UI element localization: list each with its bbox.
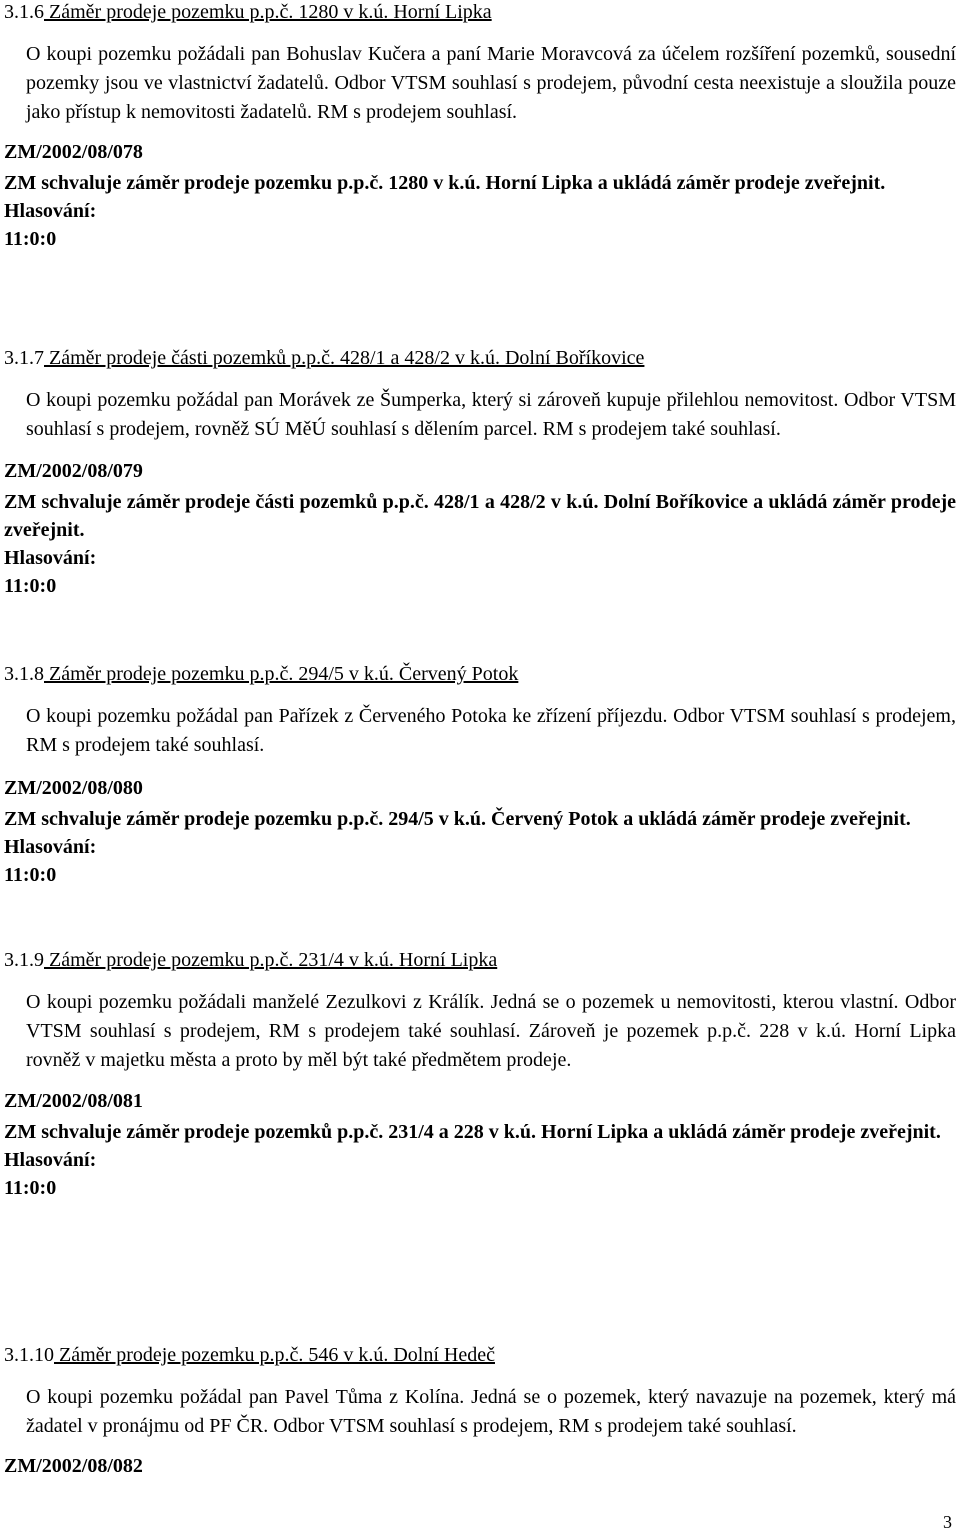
resolution-id: ZM/2002/08/080 [4,777,143,799]
resolution-block [4,1087,956,1202]
section-title: Záměr prodeje pozemku p.p.č. 546 v k.ú. Dolní Hedeč [54,1344,495,1366]
section-heading [4,0,956,24]
section-body: O koupi pozemku požádal pan Pavel Tůma z Kolína. Jedná se o pozemek, který navazuje na pozemek, který má žadatel v pronájmu od PF ČR. Odbor VTSM souhlasí s prodejem, RM s prodejem také souhlasí. [26,1386,956,1437]
vote-result: 11:0:0 [4,1177,57,1199]
vote-label: Hlasování: [4,1149,97,1171]
vote-result: 11:0:0 [4,228,57,250]
page-number: 3 [943,1512,952,1532]
section-3-1-7 [4,346,956,600]
resolution-block [4,774,956,889]
resolution-text: ZM schvaluje záměr prodeje pozemku p.p.č. 1280 v k.ú. Horní Lipka a ukládá záměr prodeje zveřejnit. [4,172,886,194]
section-number: 3.1.10 [4,1344,54,1366]
resolution-block [4,138,956,253]
resolution-text: ZM schvaluje záměr prodeje pozemků p.p.č. 231/4 a 228 v k.ú. Horní Lipka a ukládá záměr prodeje zveřejnit. [4,1121,941,1143]
vote-result: 11:0:0 [4,864,57,886]
resolution-text: ZM schvaluje záměr prodeje části pozemků p.p.č. 428/1 a 428/2 v k.ú. Dolní Boříkovice a ukládá záměr prodeje zveřejnit. [4,491,956,541]
section-body: O koupi pozemku požádal pan Pařízek z Červeného Potoka ke zřízení příjezdu. Odbor VTSM souhlasí s prodejem, RM s prodejem také souhlasí. [26,705,956,756]
resolution-id: ZM/2002/08/078 [4,141,143,163]
resolution-id: ZM/2002/08/082 [4,1455,143,1477]
section-body: O koupi pozemku požádali manželé Zezulkovi z Králík. Jedná se o pozemek u nemovitosti, kterou vlastní. Odbor VTSM souhlasí s prodejem, RM s prodejem také souhlasí. Zároveň je pozemek p.p.č. 228 v k.ú. Horní Lipka rovněž v majetku města a proto by měl být také předmětem prodeje. [26,991,956,1071]
section-body: O koupi pozemku požádali pan Bohuslav Kučera a paní Marie Moravcová za účelem rozšíření pozemků, sousední pozemky jsou ve vlastnictví žadatelů. Odbor VTSM souhlasí s prodejem, původní cesta neexistuje a sloužila pouze jako přístup k nemovitosti žadatelů. RM s prodejem souhlasí. [26,43,956,123]
section-heading [4,662,956,686]
section-heading [4,948,956,972]
section-number: 3.1.6 [4,1,44,23]
section-title: Záměr prodeje pozemku p.p.č. 294/5 v k.ú. Červený Potok [44,663,519,685]
resolution-block [4,457,956,600]
section-number: 3.1.8 [4,663,44,685]
section-title: Záměr prodeje části pozemků p.p.č. 428/1 a 428/2 v k.ú. Dolní Boříkovice [44,347,645,369]
resolution-text: ZM schvaluje záměr prodeje pozemku p.p.č. 294/5 v k.ú. Červený Potok a ukládá záměr prodeje zveřejnit. [4,808,911,830]
resolution-id: ZM/2002/08/081 [4,1090,143,1112]
section-3-1-9 [4,948,956,1202]
section-heading [4,1343,956,1367]
vote-label: Hlasování: [4,200,97,222]
resolution-block [4,1452,956,1480]
section-number: 3.1.9 [4,949,44,971]
vote-result: 11:0:0 [4,575,57,597]
section-heading [4,346,956,370]
vote-label: Hlasování: [4,836,97,858]
section-3-1-6 [4,0,956,253]
section-body: O koupi pozemku požádal pan Morávek ze Šumperka, který si zároveň kupuje přilehlou nemovitost. Odbor VTSM souhlasí s prodejem, rovněž SÚ MěÚ souhlasí s dělením parcel. RM s prodejem také souhlasí. [26,389,956,440]
resolution-id: ZM/2002/08/079 [4,460,143,482]
section-number: 3.1.7 [4,347,44,369]
section-title: Záměr prodeje pozemku p.p.č. 1280 v k.ú. Horní Lipka [44,1,492,23]
section-title: Záměr prodeje pozemku p.p.č. 231/4 v k.ú. Horní Lipka [44,949,498,971]
section-3-1-8 [4,662,956,889]
section-3-1-10 [4,1343,956,1480]
vote-label: Hlasování: [4,547,97,569]
